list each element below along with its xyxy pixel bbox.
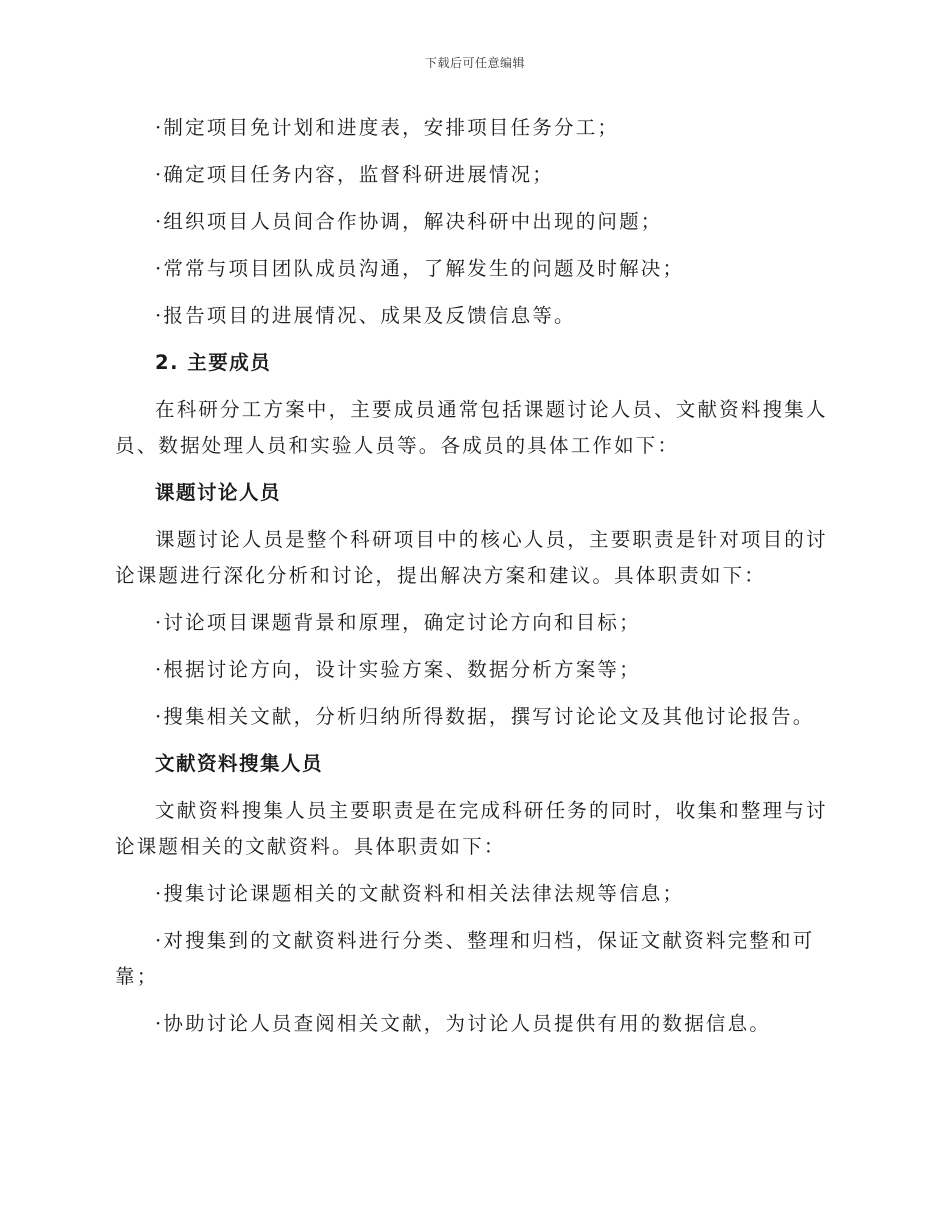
section-heading-main-members: 2. 主要成员	[155, 351, 272, 374]
bullet-define-tasks: ·确定项目任务内容，监督科研进展情况；	[155, 163, 554, 186]
bullet-collect-literature: ·搜集讨论课题相关的文献资料和相关法律法规等信息；	[155, 882, 685, 905]
bullet-communicate: ·常常与项目团队成员沟通，了解发生的问题及时解决；	[155, 257, 685, 280]
bullet-write-papers: ·搜集相关文献，分析归纳所得数据，撰写讨论论文及其他讨论报告。	[155, 705, 815, 728]
paragraph-topic-discussion: 课题讨论人员是整个科研项目中的核心人员，主要职责是针对项目的讨论课题进行深化分析和讨论，提出解决方案和建议。具体职责如下：	[115, 528, 828, 587]
bullet-coordinate: ·组织项目人员间合作协调，解决科研中出现的问题；	[155, 210, 663, 233]
document-body	[115, 110, 835, 1053]
page-header: 下载后可任意编辑	[424, 56, 525, 70]
bullet-discuss-background: ·讨论项目课题背景和原理，确定讨论方向和目标；	[155, 611, 641, 634]
bullet-design-experiments: ·根据讨论方向，设计实验方案、数据分析方案等；	[155, 658, 641, 681]
paragraph-members-intro: 在科研分工方案中，主要成员通常包括课题讨论人员、文献资料搜集人员、数据处理人员和实验人员等。各成员的具体工作如下：	[115, 398, 828, 457]
subheading-literature-collection: 文献资料搜集人员	[155, 752, 324, 775]
bullet-assist-lookup: ·协助讨论人员查阅相关文献，为讨论人员提供有用的数据信息。	[155, 1012, 771, 1035]
paragraph-literature-collection: 文献资料搜集人员主要职责是在完成科研任务的同时，收集和整理与讨论课题相关的文献资料。具体职责如下：	[115, 799, 828, 858]
bullet-make-plan: ·制定项目免计划和进度表，安排项目任务分工；	[155, 116, 620, 139]
bullet-classify-archive: ·对搜集到的文献资料进行分类、整理和归档，保证文献资料完整和可靠；	[115, 929, 815, 988]
subheading-topic-discussion: 课题讨论人员	[155, 481, 282, 504]
bullet-report: ·报告项目的进展情况、成果及反馈信息等。	[155, 304, 576, 327]
